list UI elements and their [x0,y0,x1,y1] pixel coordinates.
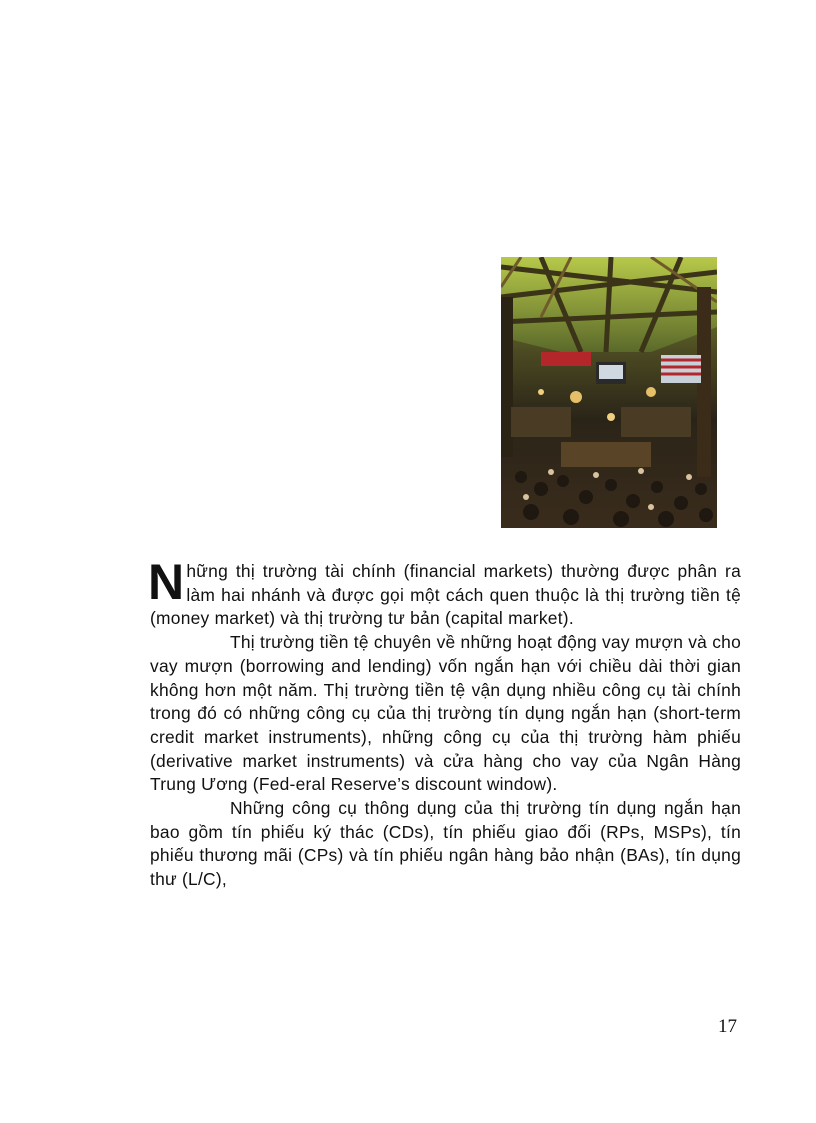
trading-floor-photo [501,257,717,528]
paragraph-2: Thị trường tiền tệ chuyên về những hoạt động vay mượn và cho vay mượn (borrowing and lending) vốn ngắn hạn với chiều dài thời gian không hơn một năm. Thị trường tiền tệ vận dụng nhiều công cụ tài chính trong đó có những công cụ của thị trường tín dụng ngắn hạn (short-term credit market instruments), những công cụ của thị trường hàm phiếu (derivative market instruments) và cửa hàng cho vay của Ngân Hàng Trung Ương (Fed-eral Reserve’s discount window). [150,632,741,795]
paragraph-1 [148,554,741,631]
paragraph-3: Những công cụ thông dụng của thị trường tín dụng ngắn hạn bao gồm tín phiếu ký thác (CDs), tín phiếu giao đối (RPs, MSPs), tín phiếu thương mãi (CPs) và tín phiếu ngân hàng bảo nhận (BAs), tín dụng thư (L/C), [150,798,741,890]
paragraph-1-text: hững thị trường tài chính (financial markets) thường được phân ra làm hai nhánh và được gọi một cách quen thuộc là thị trường tiền tệ (money market) và thị trường tư bản (capital market). [150,561,741,629]
article-body [148,554,741,892]
drop-cap: N [148,554,185,610]
page-number: 17 [718,1016,737,1037]
